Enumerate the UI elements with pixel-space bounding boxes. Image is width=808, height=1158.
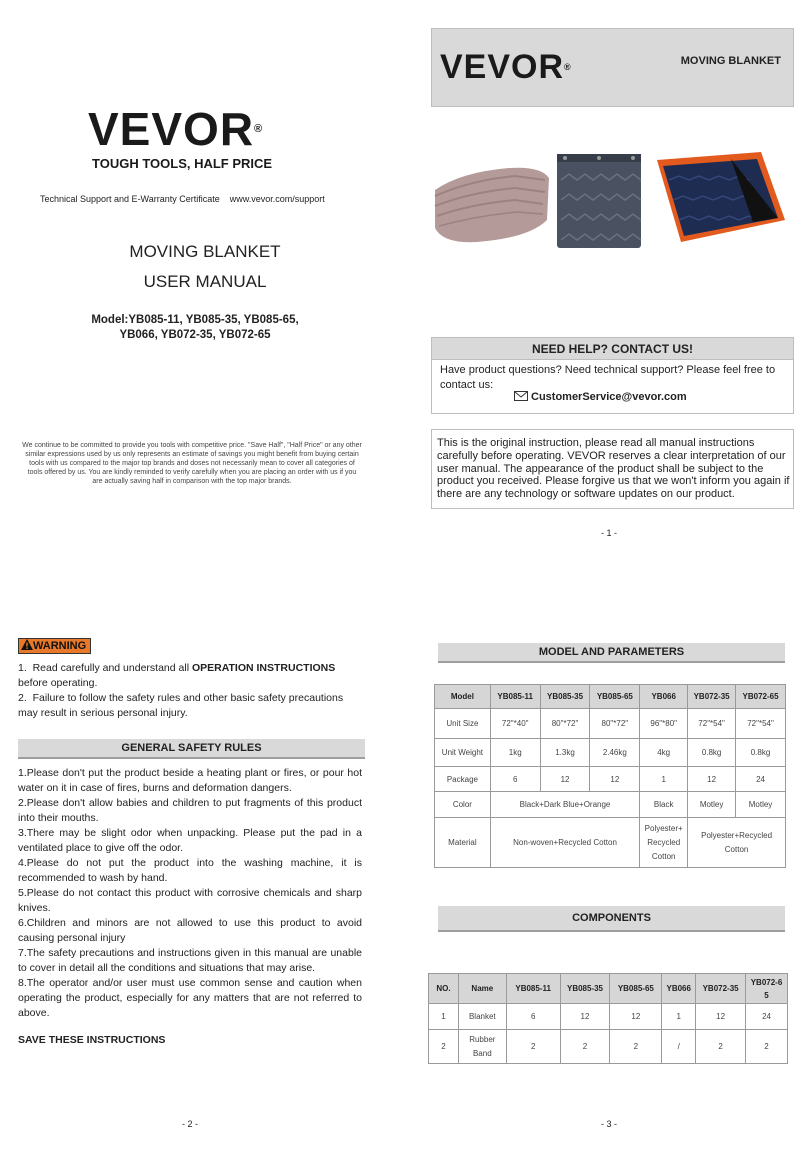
comp-name-line: Rubber <box>469 1034 496 1044</box>
material-cell <box>688 818 786 868</box>
vevor-logo <box>88 102 263 156</box>
comp-cell: / <box>662 1030 696 1064</box>
comp-header-cell: YB085-65 <box>610 974 662 1004</box>
rules-list <box>18 766 362 1021</box>
comp-header-cell: YB085-35 <box>560 974 610 1004</box>
package-cell: 12 <box>540 767 590 792</box>
warning-label <box>18 638 91 654</box>
material-c-line: Polyester+Recycled <box>701 830 773 840</box>
comp-header-cell: NO. <box>429 974 459 1004</box>
hanging-blanket-image <box>557 154 641 248</box>
color-cell: Motley <box>736 792 786 818</box>
warning-triangle-icon <box>21 639 33 654</box>
help-text: Have product questions? Need technical support? Please feel free to contact us: <box>440 364 776 391</box>
weight-cell: 1.3kg <box>540 739 590 767</box>
components-title: COMPONENTS <box>438 906 785 932</box>
material-cell <box>640 818 688 868</box>
header-logo <box>440 47 572 87</box>
row-label: Unit Weight <box>435 739 491 767</box>
notice-text: This is the original instruction, please read all manual instructions carefully before operating. VEVOR reserves a clear interpretation of our user manual. The appearance of the product shall be subject to the product you received. Please forgive us that we won't inform you again if there are any technology or software updates on our product. <box>437 437 790 501</box>
comp-last-line: 5 <box>764 990 769 1000</box>
row-label: Color <box>435 792 491 818</box>
help-title: NEED HELP? CONTACT US! <box>431 337 794 360</box>
params-header-cell: YB085-11 <box>490 685 540 709</box>
product-images <box>431 150 794 250</box>
model-line-2: YB066, YB072-35, YB072-65 <box>119 329 271 341</box>
package-cell: 12 <box>590 767 640 792</box>
weight-cell: 0.8kg <box>688 739 736 767</box>
support-line: Technical Support and E-Warranty Certificate www.vevor.com/support <box>40 194 325 204</box>
row-label: Material <box>435 818 491 868</box>
warning-1 <box>18 661 358 691</box>
comp-cell: Blanket <box>458 1004 506 1030</box>
comp-cell: 12 <box>610 1004 662 1030</box>
page1-header <box>431 28 794 107</box>
row-label: Package <box>435 767 491 792</box>
size-cell: 72"*54" <box>688 709 736 739</box>
page-number-2: - 2 - <box>181 1119 198 1129</box>
warning-text: WARNING <box>33 640 87 652</box>
save-instructions: SAVE THESE INSTRUCTIONS <box>18 1034 166 1046</box>
comp-cell: 2 <box>746 1030 788 1064</box>
comp-cell: 2 <box>506 1030 560 1064</box>
material-b-line: Cotton <box>651 851 676 861</box>
weight-cell: 0.8kg <box>736 739 786 767</box>
disclaimer: We continue to be committed to provide you tools with competitive price. "Save Half", "Half Price" or any other similar expressions used by us only represents an estimate of savings you might benefit from buying certain tools with us compared to the major top brands and doses not necessarily mean to cover all categories of tools offered by us. You are kindly reminded to verify carefully when you are placing an order with us if you are actually saving half in comparison with the top major brands. <box>22 442 362 485</box>
package-cell: 12 <box>688 767 736 792</box>
components-table <box>428 973 788 1064</box>
material-c-line: Cotton <box>724 844 749 854</box>
cover-page <box>0 0 404 579</box>
page-number-1: - 1 - <box>600 528 617 538</box>
comp-cell: 12 <box>696 1004 746 1030</box>
package-cell: 1 <box>640 767 688 792</box>
comp-cell: 6 <box>506 1004 560 1030</box>
comp-header-cell: YB085-11 <box>506 974 560 1004</box>
rule-item: 2.Please don't allow babies and children to put fragments of this product into their mouths. <box>18 797 362 824</box>
comp-header-cell: YB066 <box>662 974 696 1004</box>
params-table <box>434 684 786 868</box>
page-2 <box>0 579 404 1158</box>
support-email[interactable]: CustomerService@vevor.com <box>531 391 687 403</box>
params-header-cell: YB066 <box>640 685 688 709</box>
row-label: Unit Size <box>435 709 491 739</box>
comp-header-cell <box>746 974 788 1004</box>
tagline: TOUGH TOOLS, HALF PRICE <box>92 156 273 171</box>
comp-cell: 1 <box>662 1004 696 1030</box>
package-cell: 24 <box>736 767 786 792</box>
orange-blanket-image <box>657 152 785 242</box>
params-header-cell: YB085-35 <box>540 685 590 709</box>
header-title: MOVING BLANKET <box>680 55 781 67</box>
rule-item: 8.The operator and/or user must use common sense and caution when operating the product, especially for any matters that are not referred to above. <box>18 977 362 1019</box>
warning-1-bold: OPERATION INSTRUCTIONS <box>191 662 336 674</box>
cover-title: MOVING BLANKET <box>129 242 281 261</box>
size-cell: 72"*54" <box>736 709 786 739</box>
material-b-line: Recycled <box>647 837 681 847</box>
warning-2: 2. Failure to follow the safety rules and other basic safety precautions may result in serious personal injury. <box>18 692 347 719</box>
rule-item: 3.There may be slight odor when unpacking. Please put the pad in a ventilated place to give off the odor. <box>18 827 362 854</box>
size-cell: 80"*72" <box>590 709 640 739</box>
comp-cell: 2 <box>610 1030 662 1064</box>
header-logo-text: VEVOR <box>440 48 565 86</box>
email-row[interactable] <box>514 391 687 403</box>
params-title: MODEL AND PARAMETERS <box>438 643 785 663</box>
comp-cell: 1 <box>429 1004 459 1030</box>
envelope-icon <box>514 391 528 401</box>
color-cell: Black+Dark Blue+Orange <box>490 792 639 818</box>
header-registered-mark: ® <box>564 62 572 72</box>
notice-box <box>431 429 794 509</box>
params-header-cell: YB085-65 <box>590 685 640 709</box>
params-header-cell: YB072-65 <box>736 685 786 709</box>
model-line-1: Model:YB085-11, YB085-35, YB085-65, <box>91 314 299 326</box>
page-number-3: - 3 - <box>600 1119 617 1129</box>
weight-cell: 1kg <box>490 739 540 767</box>
page-1 <box>404 0 808 579</box>
warning-1-post: before operating. <box>18 677 98 689</box>
comp-cell <box>458 1030 506 1064</box>
rule-item: 4.Please do not put the product into the washing machine, it is recommended to wash by hand. <box>18 857 362 884</box>
cover-subtitle: USER MANUAL <box>143 272 267 291</box>
comp-cell: 12 <box>560 1004 610 1030</box>
color-cell: Motley <box>688 792 736 818</box>
params-header-cell: YB072-35 <box>688 685 736 709</box>
rule-item: 6.Children and minors are not allowed to use this product to avoid causing personal injury <box>18 917 362 944</box>
warning-1-pre: 1. Read carefully and understand all <box>18 662 192 674</box>
weight-cell: 2.46kg <box>590 739 640 767</box>
rule-item: 5.Please do not contact this product with corrosive chemicals and sharp knives. <box>18 887 362 914</box>
comp-header-cell: Name <box>458 974 506 1004</box>
comp-cell: 2 <box>429 1030 459 1064</box>
material-cell: Non-woven+Recycled Cotton <box>490 818 639 868</box>
comp-last-line: YB072-6 <box>750 977 783 987</box>
comp-name-line: Band <box>472 1048 492 1058</box>
rule-item: 7.The safety precautions and instructions given in this manual are unable to cover in detail all the conditions and situations that may arise. <box>18 947 362 974</box>
material-b-line: Polyester+ <box>644 823 683 833</box>
blanket-images <box>431 150 794 250</box>
rule-item: 1.Please don't put the product beside a heating plant or fires, or pour hot water on it in case of fires, burns and deformation dangers. <box>18 767 362 794</box>
logo-text: VEVOR <box>88 103 255 155</box>
rules-title: GENERAL SAFETY RULES <box>18 739 365 759</box>
package-cell: 6 <box>490 767 540 792</box>
folded-blanket-image <box>435 168 549 243</box>
page-3 <box>404 579 808 1158</box>
comp-cell: 2 <box>696 1030 746 1064</box>
params-header-cell: Model <box>435 685 491 709</box>
size-cell: 72"*40" <box>490 709 540 739</box>
help-box <box>431 360 794 414</box>
size-cell: 80"*72" <box>540 709 590 739</box>
comp-cell: 24 <box>746 1004 788 1030</box>
color-cell: Black <box>640 792 688 818</box>
size-cell: 96"*80" <box>640 709 688 739</box>
registered-mark: ® <box>254 123 264 135</box>
comp-header-cell: YB072-35 <box>696 974 746 1004</box>
comp-cell: 2 <box>560 1030 610 1064</box>
weight-cell: 4kg <box>640 739 688 767</box>
